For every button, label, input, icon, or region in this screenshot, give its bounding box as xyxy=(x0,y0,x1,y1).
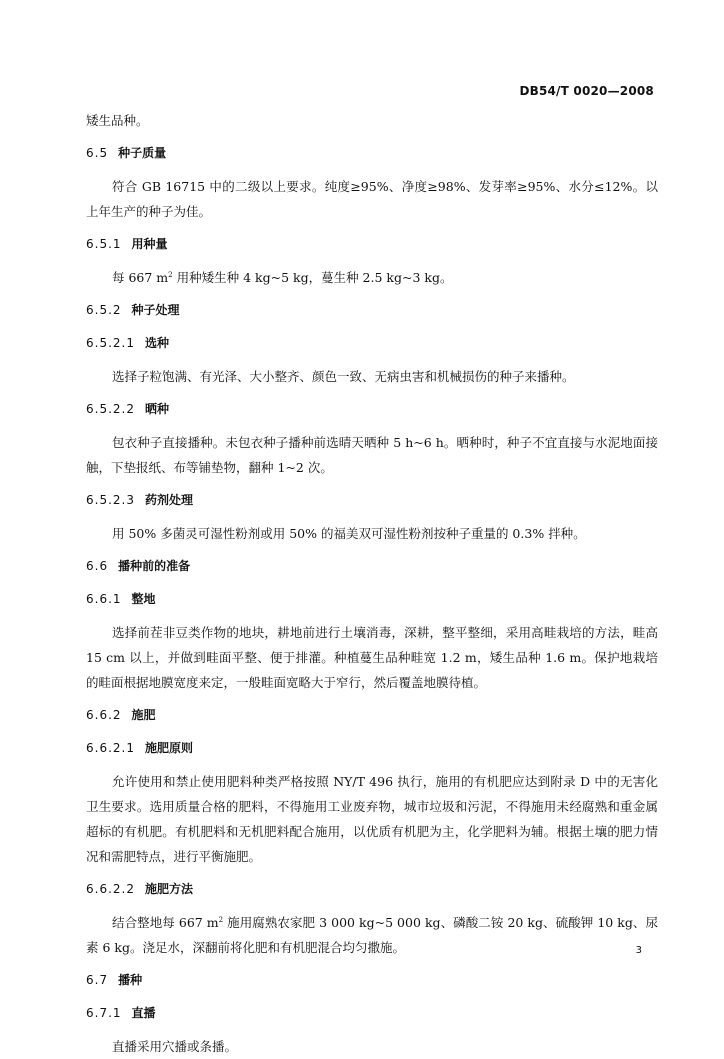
section-heading xyxy=(86,232,658,257)
paragraph-gap xyxy=(86,257,658,265)
section-gap xyxy=(86,960,658,968)
paragraph-text-pre: 每 667 m xyxy=(112,270,169,285)
section-gap xyxy=(86,224,658,232)
section-gap xyxy=(86,480,658,488)
section-gap xyxy=(86,993,658,1001)
section-number: 6.6.2.1 xyxy=(86,741,135,755)
section-heading xyxy=(86,587,658,612)
section-number: 6.5.2.3 xyxy=(86,493,135,507)
section-gap xyxy=(86,290,658,298)
section-number: 6.5 xyxy=(86,146,109,160)
section-title: 施肥原则 xyxy=(144,741,193,755)
section-heading xyxy=(86,554,658,579)
section-title: 药剂处理 xyxy=(144,493,193,507)
paragraph-gap xyxy=(86,166,658,174)
body-paragraph: 包衣种子直接播种。未包衣种子播种前选晴天晒种 5 h~6 h。晒种时，种子不宜直接与水泥地面接触，下垫报纸、布等铺垫物，翻种 1~2 次。 xyxy=(86,435,658,475)
body-paragraph: 允许使用和禁止使用肥料种类严格按照 NY/T 496 执行，施用的有机肥应达到附录 D 中的无害化卫生要求。选用质量合格的肥料，不得施用工业废弃物，城市垃圾和污泥，不得施用未经腐熟和重金属超标的有机肥。有机肥料和无机肥料配合施用，以优质有机肥为主，化学肥料为辅。根据土壤的肥力情况和需肥特点，进行平衡施肥。 xyxy=(86,774,658,864)
paragraph-gap xyxy=(86,422,658,430)
paragraph-text-post: 施用腐熟农家肥 3 000 kg~5 000 kg、磷酸二铵 20 kg、硫酸钾 10 kg、尿素 6 kg。浇足水，深翻前将化肥和有机肥混合均匀撒施。 xyxy=(86,915,658,955)
page-number: 3 xyxy=(635,945,642,956)
section-number: 6.7 xyxy=(86,973,109,987)
section-title: 用种量 xyxy=(131,237,168,251)
section-title: 施肥方法 xyxy=(144,882,193,896)
section-heading xyxy=(86,141,658,166)
body-paragraph: 符合 GB 16715 中的二级以上要求。纯度≥95%、净度≥98%、发芽率≥95%、水分≤12%。以上年生产的种子为佳。 xyxy=(86,179,658,219)
superscript-exponent: 2 xyxy=(168,270,173,279)
section-gap xyxy=(86,133,658,141)
section-heading xyxy=(86,331,658,356)
document-body xyxy=(86,108,658,1059)
paragraph-gap xyxy=(86,513,658,521)
section-title: 整地 xyxy=(131,592,156,606)
body-paragraph xyxy=(86,265,658,290)
section-number: 6.6.2 xyxy=(86,708,122,722)
section-title: 播种前的准备 xyxy=(118,559,191,573)
section-title: 种子质量 xyxy=(118,146,167,160)
section-title: 晒种 xyxy=(144,402,169,416)
paragraph-gap xyxy=(86,761,658,769)
paragraph-gap xyxy=(86,612,658,620)
section-number: 6.5.2.2 xyxy=(86,402,135,416)
paragraph-gap xyxy=(86,1026,658,1034)
paragraph-gap xyxy=(86,902,658,910)
section-number: 6.5.2 xyxy=(86,303,122,317)
paragraph-gap xyxy=(86,356,658,364)
body-paragraph xyxy=(86,910,658,960)
section-gap xyxy=(86,695,658,703)
section-heading xyxy=(86,968,658,993)
section-title: 种子处理 xyxy=(131,303,180,317)
section-title: 直播 xyxy=(131,1006,156,1020)
section-gap xyxy=(86,869,658,877)
section-title: 施肥 xyxy=(131,708,156,722)
body-paragraph: 选择前茬非豆类作物的地块，耕地前进行土壤消毒，深耕，整平整细，采用高畦栽培的方法，畦高 15 cm 以上，并做到畦面平整、便于排灌。种植蔓生品种畦宽 1.2 m，矮生品种 1.6 m。保护地栽培的畦面根据地膜宽度来定，一般畦面宽略大于窄行，然后覆盖地膜待植。 xyxy=(86,625,658,690)
paragraph-text-post: 用种矮生种 4 kg~5 kg，蔓生种 2.5 kg~3 kg。 xyxy=(172,270,453,285)
body-paragraph: 直播采用穴播或条播。 xyxy=(112,1039,238,1054)
section-gap xyxy=(86,389,658,397)
section-number: 6.6.1 xyxy=(86,592,122,606)
section-gap xyxy=(86,579,658,587)
section-gap xyxy=(86,323,658,331)
paragraph-text-pre: 结合整地每 667 m xyxy=(112,915,219,930)
section-heading xyxy=(86,703,658,728)
section-heading xyxy=(86,736,658,761)
document-code-header: DB54/T 0020—2008 xyxy=(519,84,654,98)
body-paragraph: 矮生品种。 xyxy=(86,113,149,128)
body-paragraph: 选择子粒饱满、有光泽、大小整齐、颜色一致、无病虫害和机械损伤的种子来播种。 xyxy=(112,369,575,384)
section-number: 6.5.1 xyxy=(86,237,122,251)
section-gap xyxy=(86,546,658,554)
section-number: 6.6.2.2 xyxy=(86,882,135,896)
section-heading xyxy=(86,397,658,422)
section-title: 选种 xyxy=(144,336,169,350)
section-title: 播种 xyxy=(118,973,143,987)
body-paragraph: 用 50% 多菌灵可湿性粉剂或用 50% 的福美双可湿性粉剂按种子重量的 0.3% 拌种。 xyxy=(112,526,586,541)
section-number: 6.7.1 xyxy=(86,1006,122,1020)
section-number: 6.6 xyxy=(86,559,109,573)
section-heading xyxy=(86,298,658,323)
section-heading xyxy=(86,877,658,902)
section-heading xyxy=(86,488,658,513)
section-heading xyxy=(86,1001,658,1026)
superscript-exponent: 2 xyxy=(218,915,224,924)
section-gap xyxy=(86,728,658,736)
section-number: 6.5.2.1 xyxy=(86,336,135,350)
